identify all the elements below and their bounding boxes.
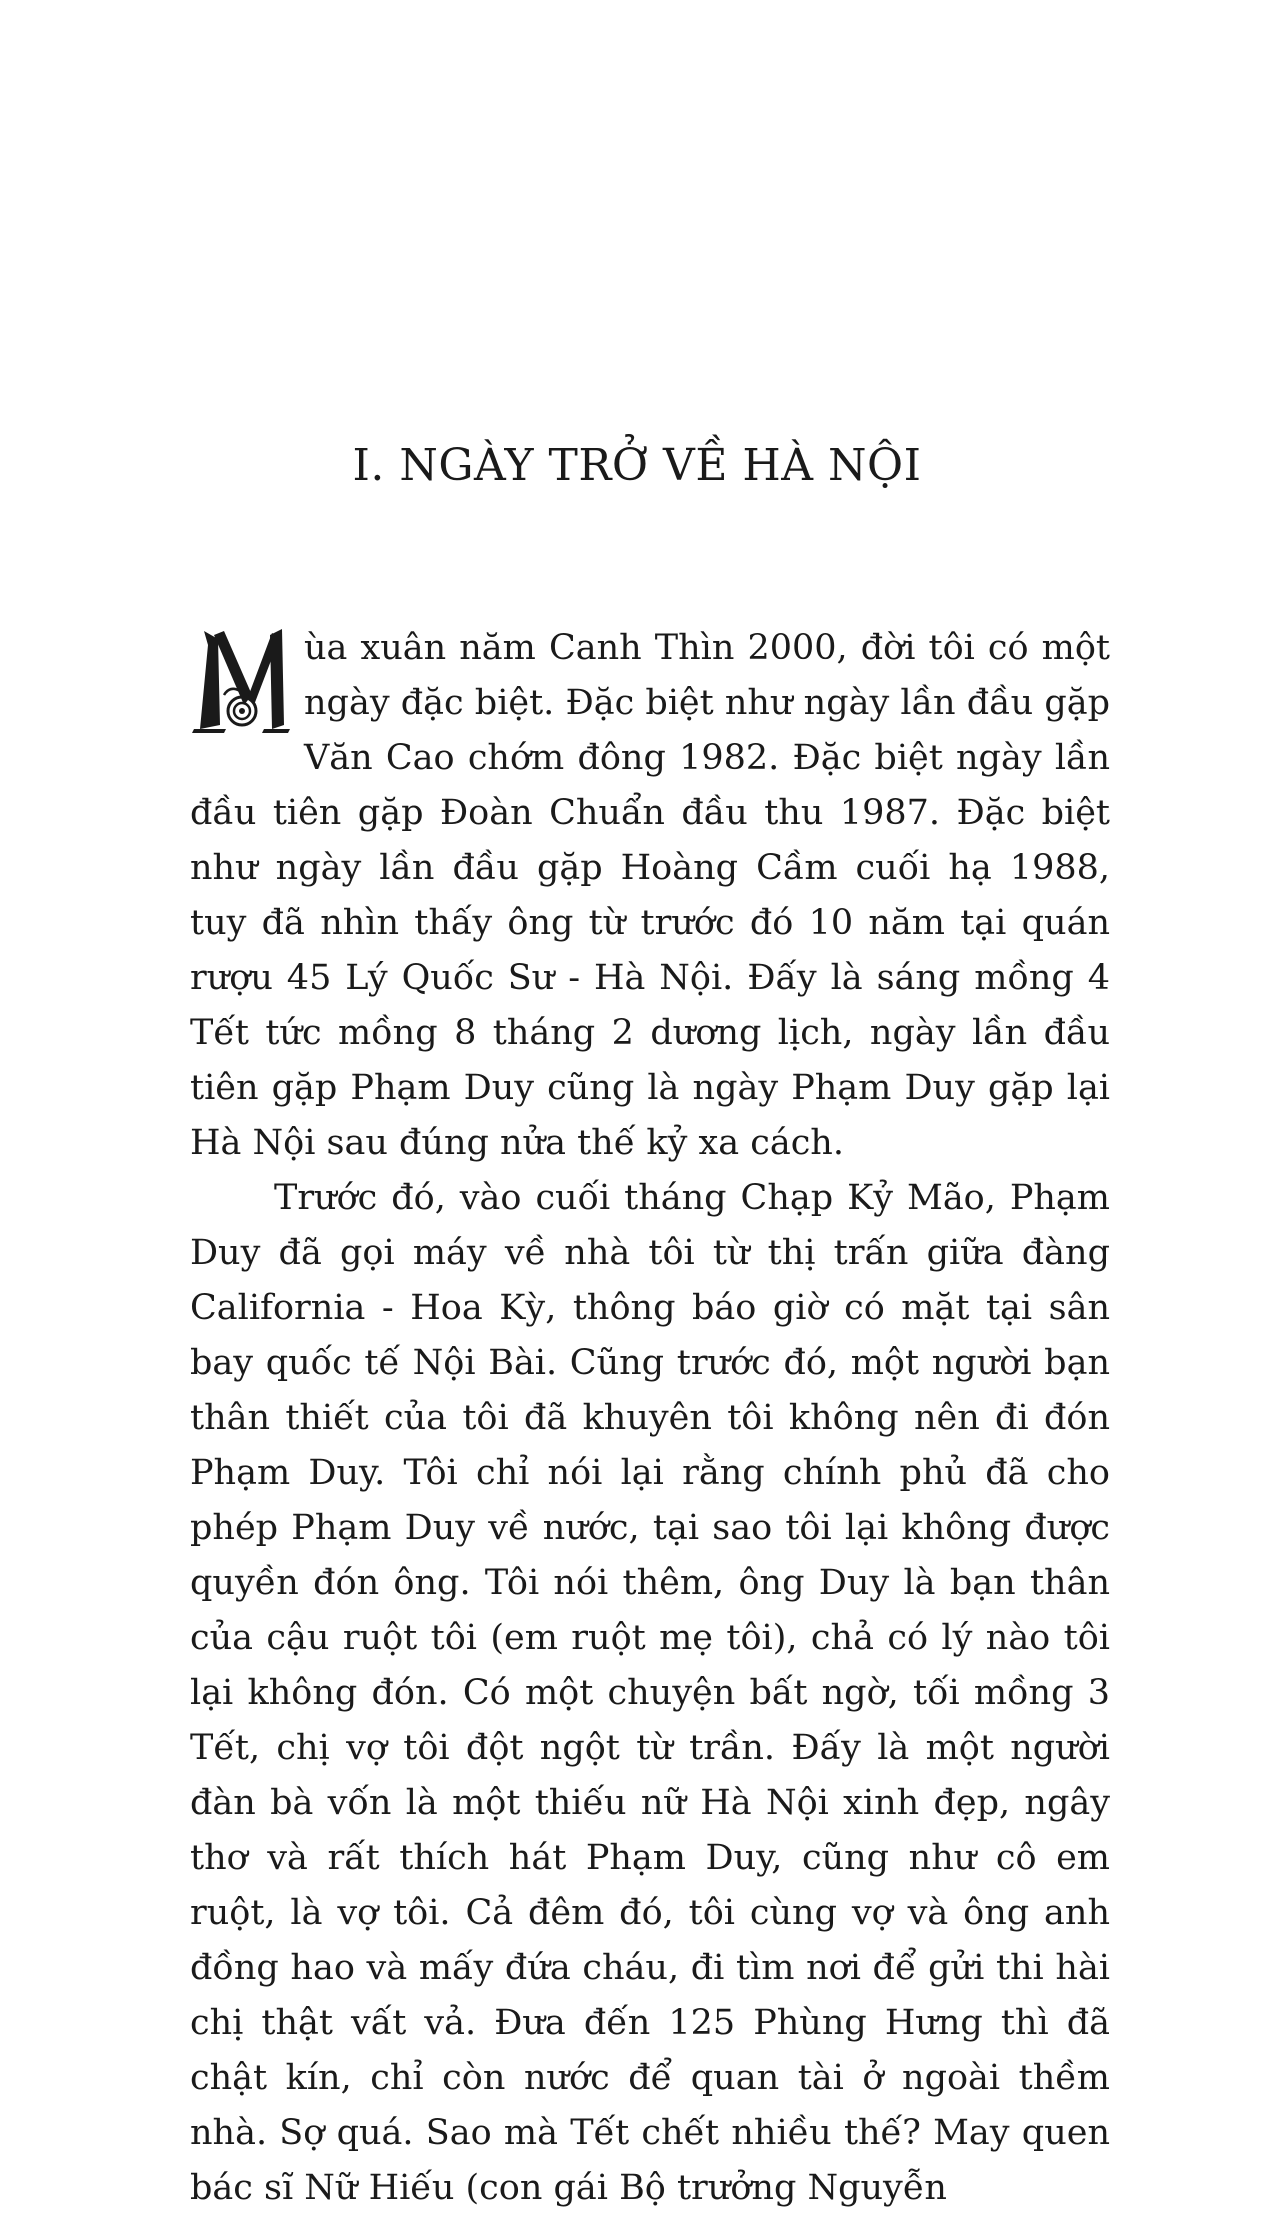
chapter-title: I. NGÀY TRỞ VỀ HÀ NỘI (352, 440, 922, 491)
paragraph-2 (190, 1171, 1110, 2216)
paragraph-1-text: ùa xuân năm Canh Thìn 2000, đời tôi có một ngày đặc biệt. Đặc biệt như ngày lần đầu gặp Văn Cao chớm đông 1982. Đặc biệt ngày lần đầu tiên gặp Đoàn Chuẩn đầu thu 1987. Đặc biệt như ngày lần đầu gặp Hoàng Cầm cuối hạ 1988, tuy đã nhìn thấy ông từ trước đó 10 năm tại quán rượu 45 Lý Quốc Sư - Hà Nội. Đấy là sáng mồng 4 Tết tức mồng 8 tháng 2 dương lịch, ngày lần đầu tiên gặp Phạm Duy cũng là ngày Phạm Duy gặp lại Hà Nội sau đúng nửa thế kỷ xa cách. (190, 628, 1110, 1163)
drop-cap-letter (190, 625, 290, 733)
paragraph-1 (190, 621, 1110, 1171)
ornamental-m-icon (190, 625, 290, 733)
paragraph-2-text: Trước đó, vào cuối tháng Chạp Kỷ Mão, Phạm Duy đã gọi máy về nhà tôi từ thị trấn giữa đàng California - Hoa Kỳ, thông báo giờ có mặt tại sân bay quốc tế Nội Bài. Cũng trước đó, một người bạn thân thiết của tôi đã khuyên tôi không nên đi đón Phạm Duy. Tôi chỉ nói lại rằng chính phủ đã cho phép Phạm Duy về nước, tại sao tôi lại không được quyền đón ông. Tôi nói thêm, ông Duy là bạn thân của cậu ruột tôi (em ruột mẹ tôi), chả có lý nào tôi lại không đón. Có một chuyện bất ngờ, tối mồng 3 Tết, chị vợ tôi đột ngột từ trần. Đấy là một người đàn bà vốn là một thiếu nữ Hà Nội xinh đẹp, ngây thơ và rất thích hát Phạm Duy, cũng như cô em ruột, là vợ tôi. Cả đêm đó, tôi cùng vợ và ông anh đồng hao và mấy đứa cháu, đi tìm nơi để gửi thi hài chị thật vất vả. Đưa đến 125 Phùng Hưng thì đã chật kín, chỉ còn nước để quan tài ở ngoài thềm nhà. Sợ quá. Sao mà Tết chết nhiều thế? May quen bác sĩ Nữ Hiếu (con gái Bộ trưởng Nguyễn (190, 1178, 1110, 2208)
body-text (190, 621, 1110, 2216)
